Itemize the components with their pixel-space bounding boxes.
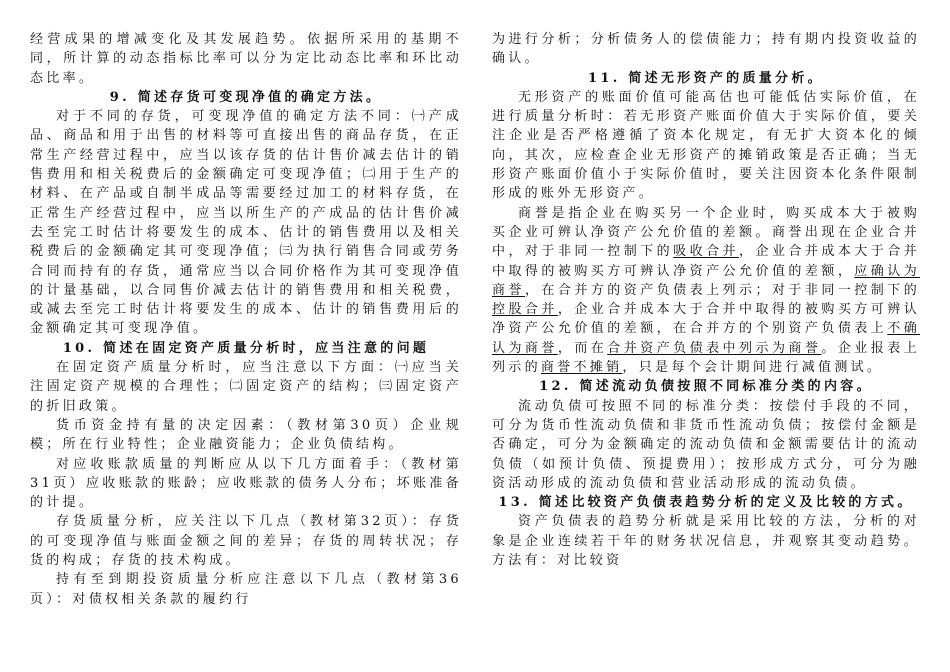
text-run: ，在合并方的资产负债表上列示；对于非同一控制下的 <box>524 282 920 298</box>
paragraph-inventory: 存货质量分析，应关注以下几点（教材第32页）：存货的可变现净值与账面金额之间的差异；存货的周转状况；存货的构成；存货的技术构成。 <box>30 514 462 569</box>
underlined-text: 合并资产负债表中列示为商誉 <box>607 340 822 356</box>
text-run: ，企业合并成本大于合并中取得的被购买方可辨认净资产公允价值的差额， <box>492 244 920 279</box>
right-column <box>492 30 920 570</box>
paragraph-top: 为进行分析；分析债务人的偿债能力；持有期内投资收益的确认。 <box>492 32 920 67</box>
paragraph-fixed-assets: 在固定资产质量分析时，应当注意以下方面：㈠应当关注固定资产规模的合理性；㈡固定资产的结构；㈢固定资产的折旧政策。 <box>30 360 462 414</box>
underlined-text: 不确认为商誉 <box>492 321 921 356</box>
underlined-text: 吸收合并 <box>673 244 740 260</box>
underlined-text: 应确认为商誉 <box>492 263 920 298</box>
paragraph-top: 经营成果的增减变化及其发展趋势。依据所采用的基期不同，所计算的动态指标比率可以分为定比动态比率和环比动态比率。 <box>30 32 462 86</box>
heading-question-10: 10. 简述在固定资产质量分析时，应当注意的问题 <box>62 340 430 356</box>
paragraph-cash-holdings: 货币资金持有量的决定因素：（教材第30页）企业规模；所在行业特性；企业融资能力；企业负债结构。 <box>30 417 462 453</box>
heading-question-13: 13. 简述比较资产负债表趋势分析的定义及比较的方式。 <box>498 495 914 511</box>
heading-question-11: 11. 简述无形资产的质量分析。 <box>588 70 824 86</box>
paragraph-intangible-assets: 无形资产的账面价值可能高估也可能低估实际价值，在进行质量分析时：若无形资产账面价值大于实际价值，要关注企业是否严格遵循了资本化规定，有无扩大资本化的倾向，其次，应检查企业无形资产的摊销政策是否正确；当无形资产账面价值小于实际价值时，要关注因资本化条件限制形成的账外无形资产。 <box>492 89 920 202</box>
left-column <box>30 30 462 609</box>
text-run: ，企业合并成本大于合并中取得的被购买方可辨认净资产公允价值的差额，在合并方的个别资产负债表上 <box>492 302 920 337</box>
paragraph-answer-9: 对于不同的存货，可变现净值的确定方法不同：㈠产成品、商品和用于出售的材料等可直接出售的商品存货，在正常生产经营过程中，应当以该存货的估计售价减去估计的销售费用和相关税费后的金额确定可变现净值；㈡用于生产的材料、在产品或自制半成品等需要经过加工的材料存货，在正常生产经营过程中，应当以所生产的产成品的估计售价减去至完工时估计将要发生的成本、估计的销售费用以及相关税费后的金额确定其可变现净值；㈢为执行销售合同或劳务合同而持有的存货，通常应当以合同价格作为其可变现净值的计量基础，以合同售价减去估计的销售费用和相关税费，或减去至完工时估计将要发生的成本、估计的销售费用后的金额确定其可变现净值。 <box>30 109 462 337</box>
underlined-text: 控股合并 <box>492 302 558 318</box>
text-run: 商誉是指企业在购买另一个企业时，购买成本大于被购买企业可辨认净资产公允价值的差额。商誉出现在企业合并中，对于非同一控制下的 <box>492 205 920 260</box>
text-run: 。企业报表上列示的 <box>492 340 920 376</box>
paragraph-current-liabilities: 流动负债可按照不同的标准分类：按偿付手段的不同，可分为货币性流动负债和非货币性流动负债；按偿付金额是否确定，可分为金额确定的流动负债和金额需要估计的流动负债（如预计负债、预提费用）；按形成方式分，可分为融资活动形成的流动负债和营业活动形成的流动负债。 <box>492 398 920 491</box>
paragraph-trend-analysis: 资产负债表的趋势分析就是采用比较的方法，分析的对象是企业连续若干年的财务状况信息，并观察其变动趋势。方法有：对比较资 <box>492 514 920 569</box>
underlined-text: 商誉不摊销 <box>540 360 623 376</box>
paragraph-goodwill <box>492 204 920 378</box>
heading-question-9: 9. 简述存货可变现净值的确定方法。 <box>109 89 383 105</box>
paragraph-receivables: 对应收账款质量的判断应从以下几方面着手：（教材第31页）应收账款的账龄；应收账款的债务人分布；坏账准备的计提。 <box>30 456 462 511</box>
heading-question-12: 12. 简述流动负债按照不同标准分类的内容。 <box>539 379 873 395</box>
text-run: ，而在 <box>557 340 608 356</box>
text-run: ，只是每个会计期间进行减值测试。 <box>622 360 884 376</box>
paragraph-held-to-maturity: 持有至到期投资质量分析应注意以下几点（教材第36页）：对债权相关条款的履约行 <box>30 572 462 607</box>
